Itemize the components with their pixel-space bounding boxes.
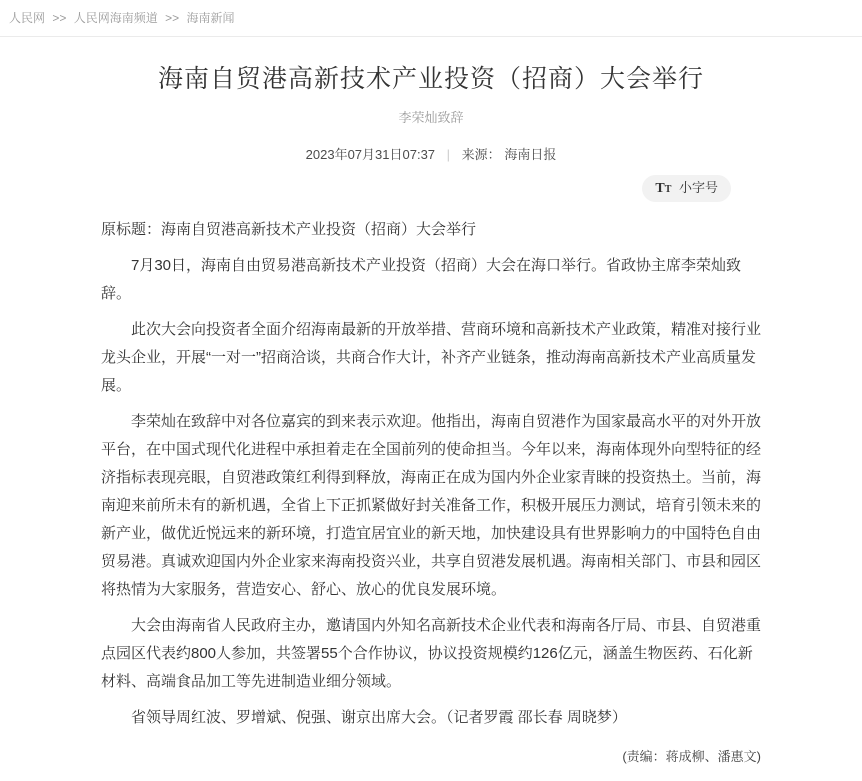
article-paragraph: 7月30日，海南自由贸易港高新技术产业投资（招商）大会在海口举行。省政协主席李荣灿致辞。 bbox=[101, 257, 742, 302]
font-size-icon: T bbox=[655, 181, 665, 196]
article-paragraph: 李荣灿在致辞中对各位嘉宾的到来表示欢迎。他指出，海南自贸港作为国家最高水平的对外开放平台，在中国式现代化进程中承担着走在全国前列的使命担当。今年以来，海南体现外向型特征的经济指标表现亮眼，自贸港政策红利得到释放，海南正在成为国内外企业家青睐的投资热土。当前，海南迎来前所未有的新机遇，全省上下正抓紧做好封关准备工作，积极开展压力测试，培育引领未来的新产业，做优近悦远来的新环境，打造宜居宜业的新天地，加快建设具有世界影响力的中国特色自由贸易港。真诚欢迎国内外企业家来海南投资兴业，共享自贸港发展机遇。海南相关部门、市县和园区将热情为大家服务，营造安心、舒心、放心的优良发展环境。 bbox=[101, 413, 762, 598]
breadcrumb-separator: >> bbox=[52, 11, 67, 25]
breadcrumb-link-people[interactable]: 人民网 bbox=[9, 11, 46, 25]
original-title-text: 海南自贸港高新技术产业投资（招商）大会举行 bbox=[161, 221, 477, 238]
article-subtitle: 李荣灿致辞 bbox=[398, 110, 464, 125]
original-title-line bbox=[101, 216, 761, 244]
source-name: 海南日报 bbox=[504, 147, 557, 162]
article-meta bbox=[101, 144, 761, 163]
article-paragraph: 此次大会向投资者全面介绍海南最新的开放举措、营商环境和高新技术产业政策，精准对接行业龙头企业，开展“一对一”招商洽谈，共商合作大计，补齐产业链条，推动海南高新技术产业高质量发展。 bbox=[101, 321, 762, 394]
font-size-button[interactable]: TT 小字号 bbox=[642, 175, 731, 202]
breadcrumb-link-hainan-news[interactable]: 海南新闻 bbox=[186, 11, 235, 25]
article-paragraph: 大会由海南省人民政府主办，邀请国内外知名高新技术企业代表和海南各厅局、市县、自贸港重点园区代表约800人参加，共签署55个合作协议，协议投资规模约126亿元，涵盖生物医药、石化新材料、高端食品加工等先进制造业细分领域。 bbox=[101, 617, 762, 690]
article-toolbar bbox=[101, 175, 761, 202]
breadcrumb-separator: >> bbox=[165, 11, 180, 25]
breadcrumb bbox=[0, 0, 862, 34]
article-container bbox=[101, 63, 761, 781]
font-size-button-label: 小字号 bbox=[678, 180, 718, 195]
breadcrumb-link-hainan-channel[interactable]: 人民网海南频道 bbox=[73, 11, 158, 25]
page-title: 海南自贸港高新技术产业投资（招商）大会举行 bbox=[157, 65, 704, 93]
header-divider bbox=[0, 36, 862, 37]
article-body bbox=[101, 216, 761, 732]
source-label: 来源： bbox=[461, 147, 501, 162]
meta-divider: | bbox=[446, 147, 451, 162]
article-paragraph: 省领导周红波、罗增斌、倪强、谢京出席大会。（记者罗霞 邵长春 周晓梦） bbox=[131, 709, 627, 726]
original-title-label: 原标题： bbox=[101, 221, 162, 238]
editors-credit: (责编：蒋成柳、潘惠文) bbox=[622, 749, 761, 764]
publish-time: 2023年07月31日07:37 bbox=[305, 147, 436, 162]
